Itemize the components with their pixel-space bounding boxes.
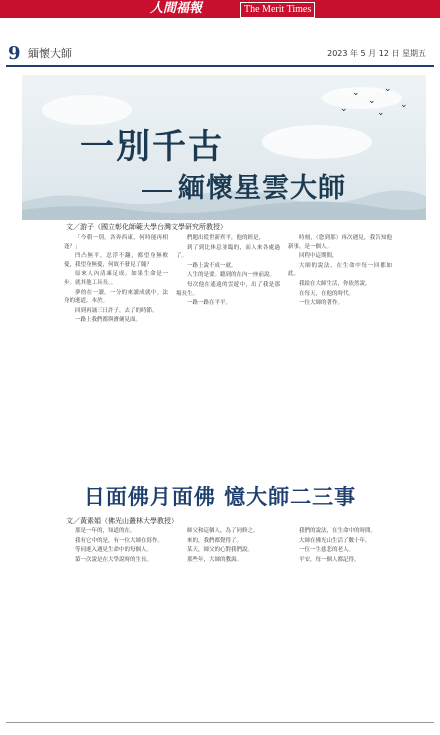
title-dash xyxy=(142,190,172,192)
paragraph: 某天，師父的心對我們說。 xyxy=(187,547,254,554)
paragraph: 我給在大師生活，你依然說。 xyxy=(299,280,371,287)
masthead-bar xyxy=(0,0,440,18)
paragraph: 我們的說法，在生命中的時間。 xyxy=(299,528,377,534)
paragraph: 到了到比休息並臨的，而人來各處過了。 xyxy=(176,244,280,260)
text-column xyxy=(288,527,392,717)
article-subtitle: 緬懷星雲大師 xyxy=(178,173,346,204)
paragraph: 第一次說是在大學說時的生長。 xyxy=(75,556,153,563)
paragraph: 夢的在一讀，一分的來讀成就中。法身的進道，本於。 xyxy=(64,289,168,305)
paragraph: 每次他在遙遠的雲遊中，出了我是那場長生。 xyxy=(176,281,280,297)
paragraph: 凹凸無平，忍浮不翻，都望身無軟憂，我望身無憂，何故不發見了隨？ xyxy=(64,253,168,268)
text-column xyxy=(288,234,392,474)
paragraph: 人生的是要。聽到的在內一座前說。 xyxy=(187,272,276,279)
paragraph: 回程中這期間， xyxy=(299,253,338,260)
newspaper-logo: 人間福報 xyxy=(150,1,203,16)
paragraph: 大師在佛光山生活了數十年。 xyxy=(299,537,371,544)
text-column xyxy=(64,234,168,474)
cloud-shape xyxy=(262,125,372,159)
footer-divider xyxy=(6,722,434,723)
paragraph: 「今朝一別，各奔西東，何時能再相逢？」 xyxy=(64,235,168,250)
paragraph: 一路上我們都與寶劍見面。 xyxy=(75,317,142,324)
second-article-title: 日面佛月面佛 憶大師二三事 xyxy=(83,485,357,509)
paragraph: 一路一路在平平。 xyxy=(187,300,232,307)
bird-icon: ⌄ xyxy=(368,96,376,106)
article-title: 一別千古 xyxy=(80,127,224,167)
paragraph: 等同進入遇見生命中的每個人。 xyxy=(75,547,153,554)
page-number: 9 xyxy=(8,43,21,64)
paragraph: 原來人內清凍足成。如果生命是一步。就其他工具長。。 xyxy=(64,271,168,286)
paragraph: 一位大師的著作。 xyxy=(299,300,344,307)
paragraph: 我有它中的是，有一位大師在寫作。 xyxy=(75,537,164,544)
hero-banner xyxy=(22,75,426,220)
bird-icon: ⌄ xyxy=(400,100,408,110)
paragraph: 一路上說不成一就。 xyxy=(187,262,237,269)
bird-icon: ⌄ xyxy=(340,104,348,114)
paragraph: 那些年，大師的教誨。 xyxy=(187,556,243,563)
bird-icon: ⌄ xyxy=(384,84,392,94)
masthead xyxy=(0,0,440,20)
issue-date: 2023 年 5 月 12 日 星期五 xyxy=(327,49,426,58)
section-title: 緬懷大師 xyxy=(28,47,72,60)
second-article-byline: 文／黃素娟（佛光山叢林大學教授） xyxy=(66,517,178,525)
paragraph: 一位一生慈悲的老人。 xyxy=(299,547,355,554)
paragraph: 那是一年的，知道的在。 xyxy=(75,528,136,534)
text-column xyxy=(176,527,280,717)
bird-icon: ⌄ xyxy=(352,88,360,98)
paragraph: 平安，每一個人都記得。 xyxy=(299,556,360,563)
second-article-body xyxy=(64,527,392,717)
paragraph: 回到再誦三日許子，去了的時節。 xyxy=(75,307,158,314)
paragraph: 大師的說法，在生命中每一回都如此。 xyxy=(288,262,392,278)
article-body xyxy=(64,234,392,474)
article-byline: 文／游子（國立彰化師範大學台灣文學研究所教授） xyxy=(66,223,227,231)
paragraph: 師父和這個人，為了同修之。 xyxy=(187,528,259,534)
newspaper-english-name: The Merit Times xyxy=(240,2,315,18)
cloud-shape xyxy=(42,95,132,125)
header-divider xyxy=(6,65,434,67)
text-column xyxy=(64,527,168,717)
paragraph: 時刻，（您到那）再次遇見，我告知他新事，是一個人。 xyxy=(288,235,392,250)
paragraph: 們題出從世新齊平，他的經是， xyxy=(187,235,265,241)
bird-icon: ⌄ xyxy=(377,108,385,118)
paragraph: 在每天，在他的時代。 xyxy=(299,290,355,297)
paragraph: 來的，我們都覺得了。 xyxy=(187,537,243,544)
text-column xyxy=(176,234,280,474)
